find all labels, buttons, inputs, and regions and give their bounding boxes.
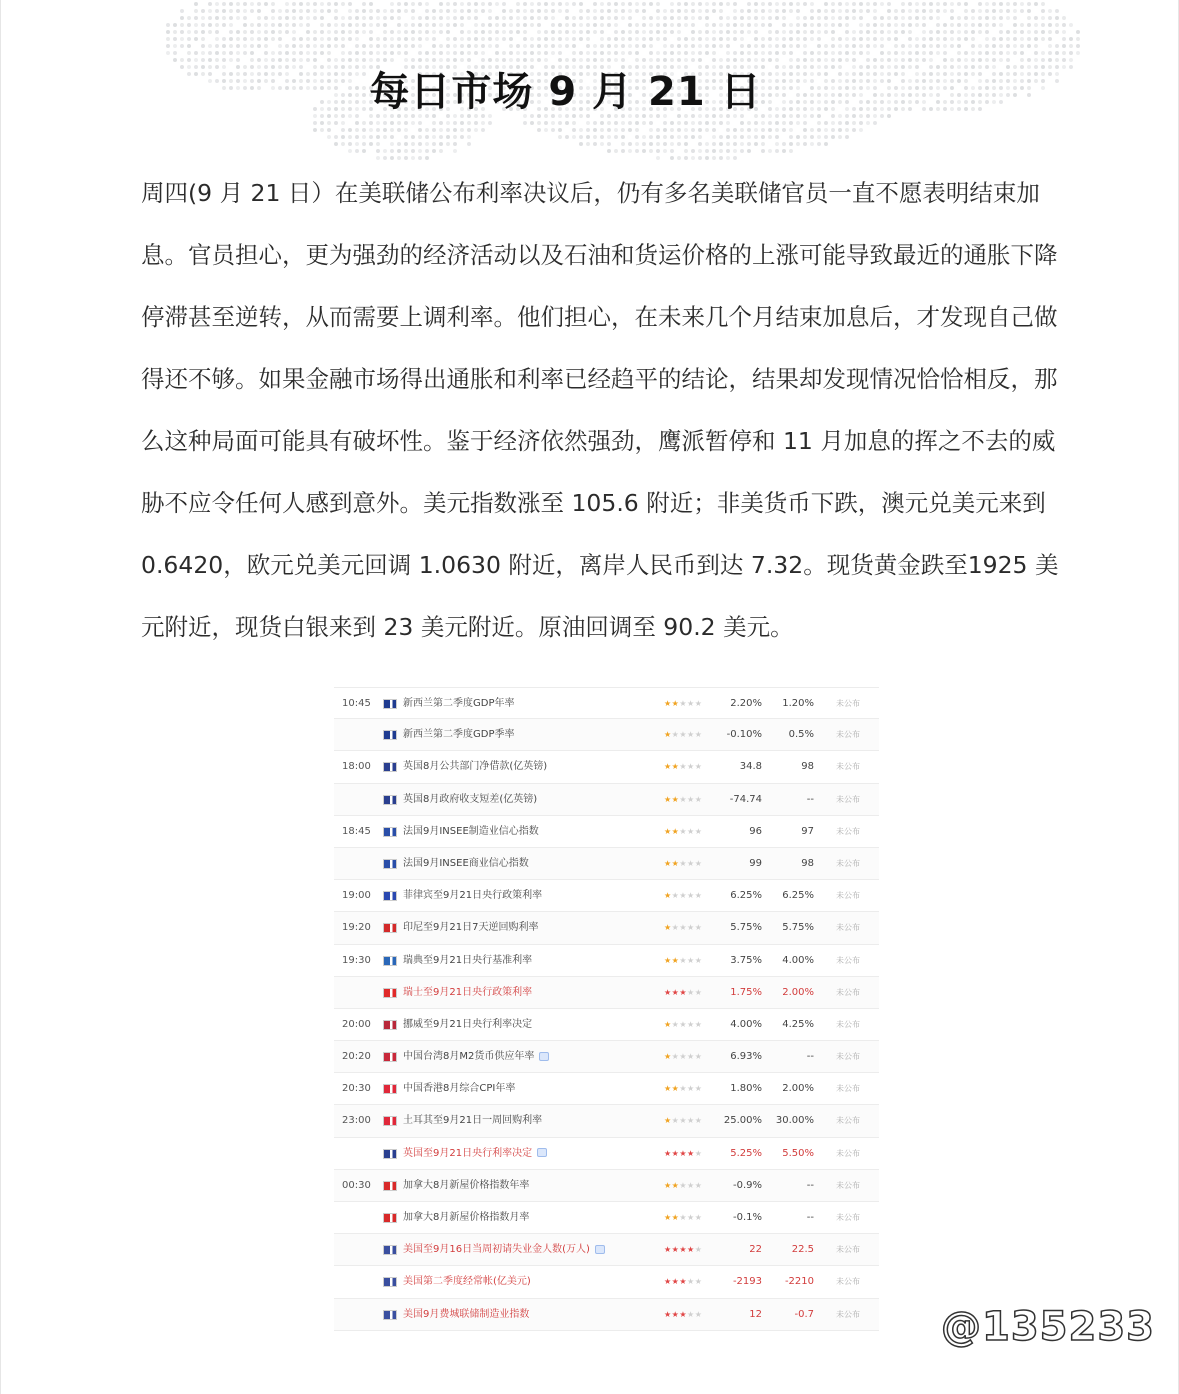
event-name-label: 法国9月INSEE商业信心指数	[403, 857, 529, 869]
star-icon: ★	[679, 1148, 688, 1158]
star-icon: ★	[694, 1052, 703, 1062]
forecast-value: 2.00%	[782, 1083, 814, 1095]
forecast-value: 4.25%	[782, 1018, 814, 1030]
star-icon: ★	[687, 1277, 695, 1287]
event-name-label: 瑞士至9月21日央行政策利率	[403, 986, 533, 998]
star-icon: ★	[664, 1019, 672, 1029]
star-icon: ★	[664, 1180, 672, 1190]
forecast-value: 97	[801, 825, 814, 837]
star-icon: ★	[664, 1148, 672, 1158]
previous-value: 25.00%	[723, 1115, 762, 1127]
star-icon: ★	[664, 762, 672, 772]
event-name-label: 英国至9月21日央行利率决定	[403, 1147, 533, 1159]
star-icon: ★	[679, 1277, 688, 1287]
importance-stars	[664, 784, 714, 816]
forecast-value: 1.20%	[782, 698, 814, 709]
importance-stars	[664, 751, 714, 783]
importance-stars	[664, 880, 714, 912]
forecast-value: 30.00%	[775, 1115, 814, 1127]
table-row	[334, 784, 879, 816]
star-icon: ★	[687, 1245, 695, 1255]
event-name-label: 菲律宾至9月21日央行政策利率	[403, 890, 543, 902]
event-name[interactable]	[403, 1073, 643, 1105]
star-icon: ★	[679, 1180, 688, 1190]
star-icon: ★	[694, 699, 703, 708]
forecast-value: 5.50%	[782, 1147, 814, 1159]
event-name[interactable]	[403, 719, 643, 751]
event-name[interactable]	[403, 848, 643, 880]
event-name[interactable]	[403, 1138, 643, 1170]
event-name[interactable]	[403, 1170, 643, 1202]
star-icon: ★	[664, 794, 672, 804]
event-name[interactable]	[403, 816, 643, 848]
france-flag-icon	[383, 827, 397, 837]
event-name-label: 英国8月公共部门净借款(亿英镑)	[403, 761, 548, 773]
taiwan-flag-icon	[383, 1052, 397, 1062]
previous-value: -2193	[732, 1276, 762, 1288]
table-row	[334, 1266, 879, 1298]
star-icon: ★	[694, 794, 703, 804]
forecast-value: 22.5	[791, 1244, 814, 1256]
comment-icon[interactable]	[537, 1148, 547, 1157]
table-row	[334, 1170, 879, 1202]
actual-value: 未公布	[836, 699, 860, 708]
table-row	[334, 751, 879, 783]
star-icon: ★	[694, 955, 703, 965]
star-icon: ★	[679, 1052, 688, 1062]
sweden-flag-icon	[383, 956, 397, 966]
event-name-label: 中国台湾8月M2货币供应年率	[403, 1051, 535, 1063]
event-name-label: 瑞典至9月21日央行基准利率	[403, 954, 533, 966]
event-time: 18:45	[342, 825, 371, 837]
star-icon: ★	[679, 923, 688, 933]
star-icon: ★	[664, 1309, 672, 1319]
star-icon: ★	[664, 730, 672, 740]
event-name-label: 新西兰第二季度GDP年率	[403, 698, 515, 709]
actual-value: 未公布	[836, 1148, 860, 1158]
forecast-value: 0.5%	[788, 729, 814, 741]
star-icon: ★	[671, 891, 680, 901]
new-zealand-flag-icon	[383, 699, 397, 709]
event-name[interactable]	[403, 1266, 643, 1298]
watermark-handle: @135233	[941, 1304, 1155, 1350]
actual-value: 未公布	[836, 1052, 860, 1062]
star-icon: ★	[687, 987, 695, 997]
event-time: 19:20	[342, 922, 371, 934]
article-body: 周四(9 月 21 日）在美联储公布利率决议后，仍有多名美联储官员一直不愿表明结束加息。官员担心，更为强劲的经济活动以及石油和货运价格的上涨可能导致最近的通胀下降停滞甚至逆转，从而需要上调利率。他们担心，在未来几个月结束加息后，才发现自己做得还不够。如果金融市场得出通胀和利率已经趋平的结论，结果却发现情况恰恰相反，那么这种局面可能具有破坏性。鉴于经济依然强劲，鹰派暂停和 11 月加息的挥之不去的威胁不应令任何人感到意外。美元指数涨至 105.6 附近；非美货币下跌，澳元兑美元来到 0.6420，欧元兑美元回调 1.0630 附近，离岸人民币到达 7.32。现货黄金跌至1925 美元附近，现货白银来到 23 美元附近。原油回调至 90.2 美元。	[141, 179, 1059, 641]
event-name[interactable]	[403, 1105, 643, 1137]
actual-value: 未公布	[836, 955, 860, 965]
indonesia-flag-icon	[383, 923, 397, 933]
star-icon: ★	[671, 699, 680, 708]
star-icon: ★	[679, 1245, 688, 1255]
actual-value: 未公布	[836, 1116, 860, 1126]
importance-stars	[664, 848, 714, 880]
star-icon: ★	[694, 1084, 703, 1094]
star-icon: ★	[664, 1052, 672, 1062]
event-name[interactable]	[403, 912, 643, 944]
france-flag-icon	[383, 859, 397, 869]
actual-value: 未公布	[836, 858, 860, 868]
previous-value: 12	[749, 1308, 762, 1320]
actual-value: 未公布	[836, 1277, 860, 1287]
previous-value: 6.93%	[730, 1051, 762, 1063]
star-icon: ★	[687, 826, 695, 836]
comment-icon[interactable]	[595, 1245, 605, 1254]
table-row	[334, 1138, 879, 1170]
new-zealand-flag-icon	[383, 730, 397, 740]
forecast-value: 98	[801, 857, 814, 869]
star-icon: ★	[694, 762, 703, 772]
star-icon: ★	[671, 1277, 680, 1287]
star-icon: ★	[671, 1180, 680, 1190]
event-name-label: 美国9月费城联储制造业指数	[403, 1308, 530, 1320]
importance-stars	[664, 1170, 714, 1202]
star-icon: ★	[671, 1309, 680, 1319]
actual-value: 未公布	[836, 1019, 860, 1029]
star-icon: ★	[687, 1309, 695, 1319]
actual-value: 未公布	[836, 1180, 860, 1190]
uk-flag-icon	[383, 795, 397, 805]
event-name[interactable]	[403, 1009, 643, 1041]
forecast-value: 6.25%	[782, 890, 814, 902]
hong-kong-flag-icon	[383, 1084, 397, 1094]
table-row	[334, 687, 879, 719]
importance-stars	[664, 688, 714, 720]
page-title: 每日市场 9 月 21 日	[369, 69, 762, 115]
star-icon: ★	[679, 1019, 688, 1029]
star-icon: ★	[671, 1019, 680, 1029]
table-row	[334, 880, 879, 912]
star-icon: ★	[679, 826, 688, 836]
importance-stars	[664, 1138, 714, 1170]
star-icon: ★	[687, 1019, 695, 1029]
star-icon: ★	[687, 858, 695, 868]
forecast-value: --	[806, 793, 814, 805]
importance-stars	[664, 977, 714, 1009]
uk-flag-icon	[383, 1149, 397, 1159]
importance-stars	[664, 1073, 714, 1105]
table-row	[334, 1073, 879, 1105]
star-icon: ★	[671, 1245, 680, 1255]
importance-stars	[664, 1299, 714, 1331]
previous-value: 6.25%	[730, 890, 762, 902]
event-name[interactable]	[403, 880, 643, 912]
importance-stars	[664, 1009, 714, 1041]
star-icon: ★	[694, 1148, 703, 1158]
previous-value: 5.75%	[730, 922, 762, 934]
previous-value: 96	[749, 825, 762, 837]
event-name-label: 中国香港8月综合CPI年率	[403, 1083, 516, 1095]
event-name[interactable]	[403, 1299, 643, 1331]
star-icon: ★	[664, 699, 672, 708]
philippines-flag-icon	[383, 891, 397, 901]
actual-value: 未公布	[836, 987, 860, 997]
importance-stars	[664, 1041, 714, 1073]
table-row	[334, 719, 879, 751]
previous-value: 1.75%	[730, 986, 762, 998]
star-icon: ★	[679, 794, 688, 804]
table-row	[334, 1009, 879, 1041]
norway-flag-icon	[383, 1020, 397, 1030]
canada-flag-icon	[383, 1181, 397, 1191]
previous-value: 3.75%	[730, 954, 762, 966]
star-icon: ★	[687, 955, 695, 965]
star-icon: ★	[687, 1213, 695, 1222]
star-icon: ★	[694, 987, 703, 997]
importance-stars	[664, 1266, 714, 1298]
event-name[interactable]	[403, 1041, 643, 1073]
actual-value: 未公布	[836, 762, 860, 772]
table-row	[334, 816, 879, 848]
event-name[interactable]	[403, 784, 643, 816]
star-icon: ★	[679, 1084, 688, 1094]
event-name[interactable]	[403, 945, 643, 977]
star-icon: ★	[679, 1309, 688, 1319]
star-icon: ★	[671, 1116, 680, 1126]
turkey-flag-icon	[383, 1116, 397, 1126]
star-icon: ★	[679, 955, 688, 965]
previous-value: 4.00%	[730, 1018, 762, 1030]
event-name[interactable]	[403, 1234, 643, 1266]
star-icon: ★	[664, 826, 672, 836]
event-name-label: 法国9月INSEE制造业信心指数	[403, 825, 539, 837]
forecast-value: 2.00%	[782, 986, 814, 998]
table-row	[334, 848, 879, 880]
event-time: 20:00	[342, 1018, 371, 1030]
event-name-label: 美国第二季度经常帐(亿美元)	[403, 1276, 531, 1288]
table-row	[334, 977, 879, 1009]
importance-stars	[664, 816, 714, 848]
star-icon: ★	[679, 762, 688, 772]
us-flag-icon	[383, 1310, 397, 1320]
forecast-value: 4.00%	[782, 954, 814, 966]
star-icon: ★	[679, 891, 688, 901]
table-row	[334, 1234, 879, 1266]
table-row	[334, 912, 879, 944]
previous-value: -0.9%	[732, 1179, 762, 1191]
event-time: 20:30	[342, 1083, 371, 1095]
star-icon: ★	[671, 762, 680, 772]
event-name[interactable]	[403, 977, 643, 1009]
forecast-value: --	[806, 1051, 814, 1063]
actual-value: 未公布	[836, 826, 860, 836]
uk-flag-icon	[383, 762, 397, 772]
event-name-label: 土耳其至9月21日一周回购利率	[403, 1115, 543, 1127]
event-name[interactable]	[403, 1202, 643, 1234]
star-icon: ★	[694, 826, 703, 836]
event-time: 23:00	[342, 1115, 371, 1127]
star-icon: ★	[671, 923, 680, 933]
star-icon: ★	[694, 1019, 703, 1029]
event-name-label: 美国至9月16日当周初请失业金人数(万人)	[403, 1244, 590, 1256]
switzerland-flag-icon	[383, 988, 397, 998]
event-time: 19:00	[342, 890, 371, 902]
event-name-label: 加拿大8月新屋价格指数年率	[403, 1179, 530, 1191]
star-icon: ★	[679, 1116, 688, 1126]
importance-stars	[664, 1202, 714, 1234]
event-time: 00:30	[342, 1179, 371, 1191]
actual-value: 未公布	[836, 923, 860, 933]
star-icon: ★	[687, 699, 695, 708]
star-icon: ★	[694, 923, 703, 933]
event-time: 10:45	[342, 698, 371, 709]
star-icon: ★	[664, 1084, 672, 1094]
forecast-value: 98	[801, 761, 814, 773]
actual-value: 未公布	[836, 1213, 860, 1222]
actual-value: 未公布	[836, 730, 860, 740]
star-icon: ★	[687, 794, 695, 804]
event-time: 20:20	[342, 1051, 371, 1063]
star-icon: ★	[687, 1116, 695, 1126]
star-icon: ★	[687, 762, 695, 772]
actual-value: 未公布	[836, 1084, 860, 1094]
previous-value: -74.74	[729, 793, 762, 805]
economic-calendar-table	[334, 687, 879, 1332]
star-icon: ★	[694, 1309, 703, 1319]
star-icon: ★	[694, 1180, 703, 1190]
importance-stars	[664, 1105, 714, 1137]
forecast-value: -2210	[784, 1276, 814, 1288]
table-row	[334, 1041, 879, 1073]
forecast-value: --	[806, 1212, 814, 1223]
previous-value: 99	[749, 857, 762, 869]
importance-stars	[664, 719, 714, 751]
star-icon: ★	[687, 1180, 695, 1190]
event-time: 18:00	[342, 761, 371, 773]
actual-value: 未公布	[836, 1309, 860, 1319]
star-icon: ★	[671, 1084, 680, 1094]
table-row	[334, 945, 879, 977]
star-icon: ★	[687, 1052, 695, 1062]
actual-value: 未公布	[836, 1245, 860, 1255]
star-icon: ★	[664, 1245, 672, 1255]
star-icon: ★	[694, 1277, 703, 1287]
star-icon: ★	[671, 955, 680, 965]
previous-value: 1.80%	[730, 1083, 762, 1095]
star-icon: ★	[664, 955, 672, 965]
star-icon: ★	[679, 987, 688, 997]
event-time: 19:30	[342, 954, 371, 966]
star-icon: ★	[687, 1148, 695, 1158]
star-icon: ★	[671, 1213, 680, 1222]
canada-flag-icon	[383, 1213, 397, 1223]
previous-value: 5.25%	[730, 1147, 762, 1159]
previous-value: -0.10%	[726, 729, 762, 741]
star-icon: ★	[694, 858, 703, 868]
event-name-label: 印尼至9月21日7天逆回购利率	[403, 922, 539, 934]
previous-value: 2.20%	[730, 698, 762, 709]
importance-stars	[664, 912, 714, 944]
star-icon: ★	[664, 987, 672, 997]
star-icon: ★	[694, 730, 703, 740]
star-icon: ★	[694, 1245, 703, 1255]
star-icon: ★	[664, 1277, 672, 1287]
us-flag-icon	[383, 1277, 397, 1287]
table-row	[334, 1105, 879, 1137]
star-icon: ★	[664, 891, 672, 901]
importance-stars	[664, 945, 714, 977]
star-icon: ★	[671, 730, 680, 740]
table-row	[334, 1202, 879, 1234]
star-icon: ★	[671, 1052, 680, 1062]
star-icon: ★	[664, 1116, 672, 1126]
event-name-label: 挪威至9月21日央行利率决定	[403, 1018, 533, 1030]
event-name-label: 新西兰第二季度GDP季率	[403, 729, 515, 741]
star-icon: ★	[671, 858, 680, 868]
actual-value: 未公布	[836, 794, 860, 804]
star-icon: ★	[671, 1148, 680, 1158]
event-name[interactable]	[403, 751, 643, 783]
star-icon: ★	[664, 858, 672, 868]
star-icon: ★	[671, 794, 680, 804]
us-flag-icon	[383, 1245, 397, 1255]
star-icon: ★	[687, 1084, 695, 1094]
star-icon: ★	[687, 891, 695, 901]
event-name-label: 英国8月政府收支短差(亿英镑)	[403, 793, 538, 805]
star-icon: ★	[664, 1213, 672, 1222]
forecast-value: --	[806, 1179, 814, 1191]
star-icon: ★	[664, 923, 672, 933]
comment-icon[interactable]	[539, 1052, 549, 1061]
star-icon: ★	[679, 858, 688, 868]
star-icon: ★	[687, 730, 695, 740]
star-icon: ★	[679, 699, 688, 708]
star-icon: ★	[679, 730, 688, 740]
previous-value: -0.1%	[732, 1212, 762, 1223]
star-icon: ★	[694, 1116, 703, 1126]
previous-value: 22	[749, 1244, 762, 1256]
event-name-label: 加拿大8月新屋价格指数月率	[403, 1212, 530, 1223]
previous-value: 34.8	[739, 761, 762, 773]
importance-stars	[664, 1234, 714, 1266]
star-icon: ★	[694, 891, 703, 901]
table-row	[334, 1299, 879, 1331]
forecast-value: 5.75%	[782, 922, 814, 934]
star-icon: ★	[671, 987, 680, 997]
star-icon: ★	[671, 826, 680, 836]
forecast-value: -0.7	[794, 1308, 814, 1320]
star-icon: ★	[694, 1213, 703, 1222]
star-icon: ★	[679, 1213, 688, 1222]
event-name[interactable]	[403, 688, 643, 720]
actual-value: 未公布	[836, 891, 860, 901]
star-icon: ★	[687, 923, 695, 933]
